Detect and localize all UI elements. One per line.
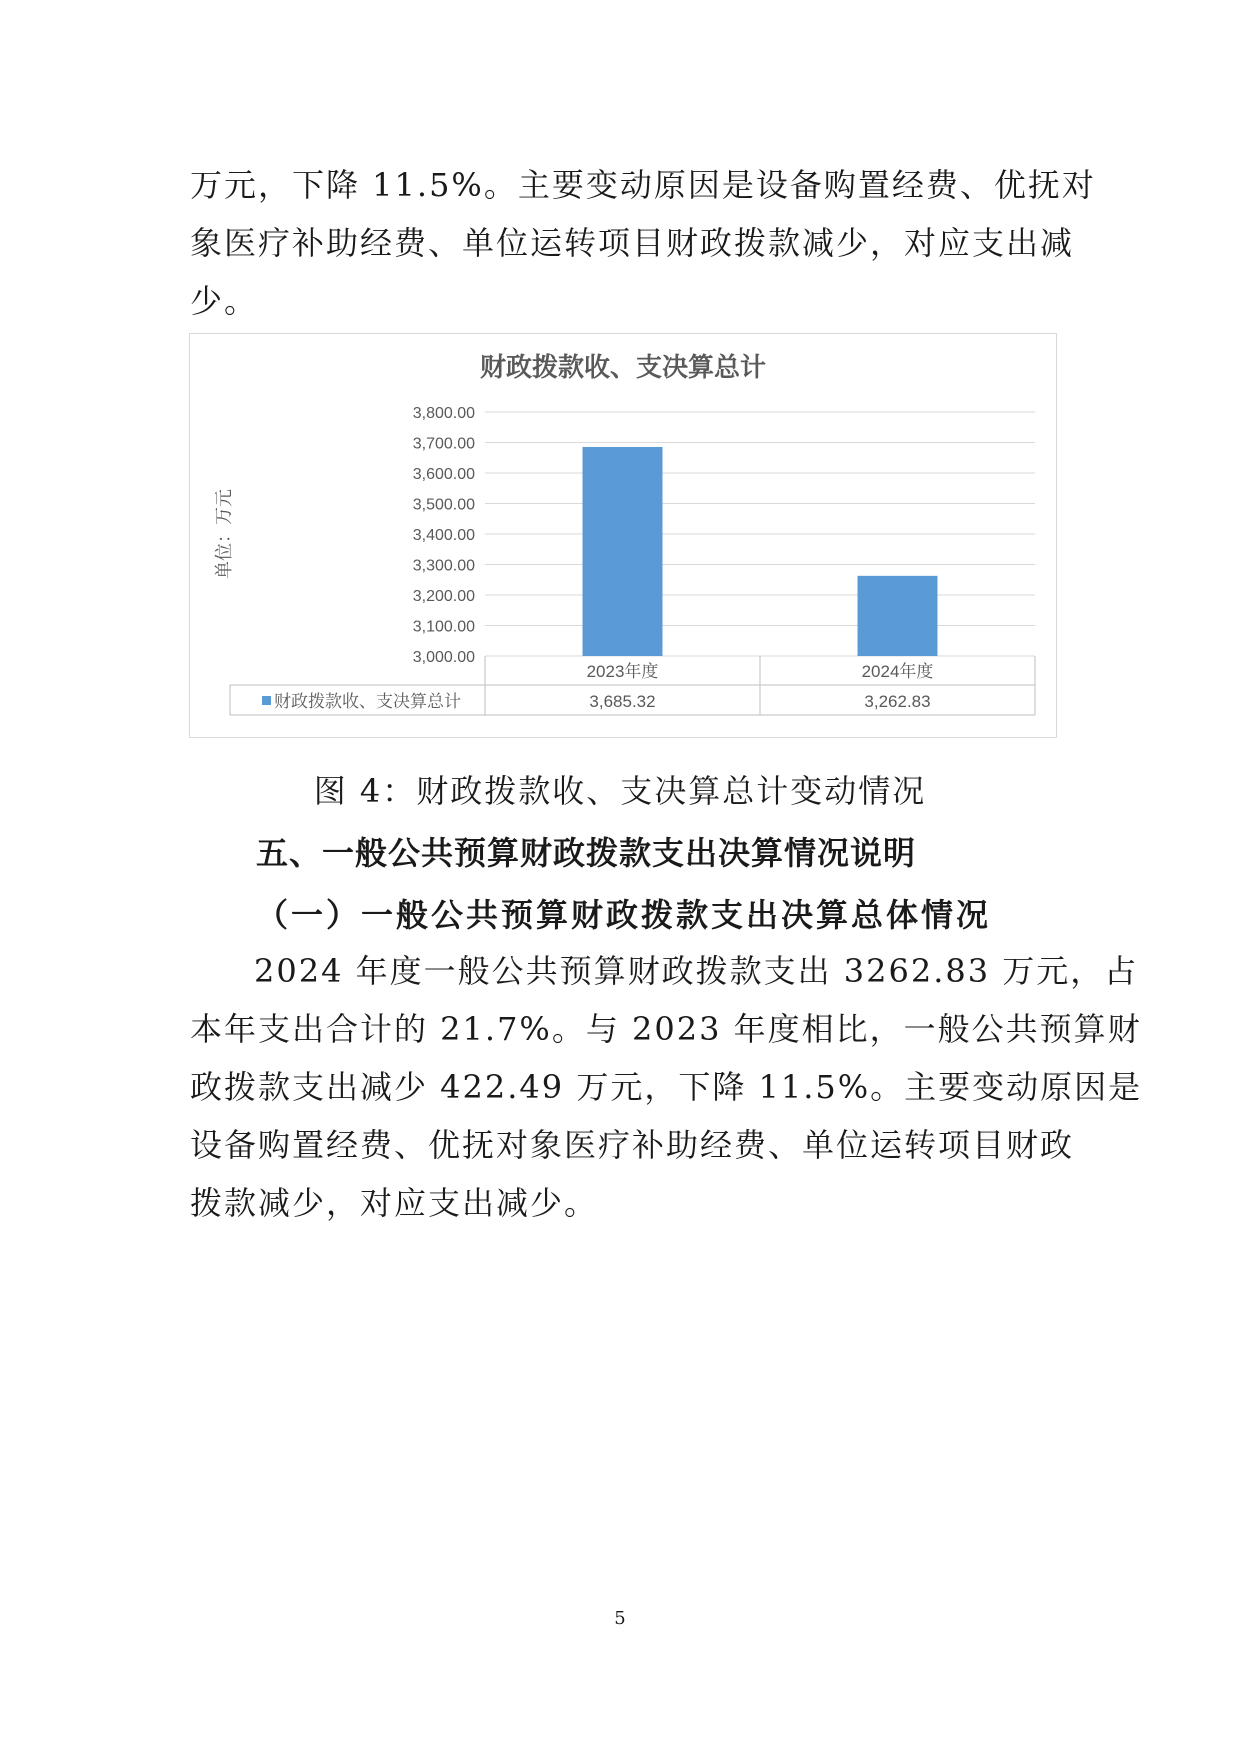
page-number: 5 — [614, 1608, 626, 1629]
figure-caption: 图 4：财政拨款收、支决算总计变动情况 — [313, 772, 927, 810]
x-tick-label: 2024年度 — [861, 662, 934, 681]
y-tick-label: 3,100.00 — [412, 618, 475, 636]
intro-paragraph — [190, 156, 1096, 330]
y-tick-label: 3,400.00 — [412, 527, 475, 544]
y-tick-label: 3,800.00 — [412, 405, 475, 422]
bar — [858, 576, 938, 656]
text-line: 本年支出合计的 21.7%。与 2023 年度相比，一般公共预算财 — [190, 1010, 1142, 1048]
y-tick-label: 3,600.00 — [412, 466, 475, 483]
y-tick-label: 3,200.00 — [412, 588, 475, 605]
text-line: 少。 — [190, 282, 259, 320]
text-line: 政拨款支出减少 422.49 万元，下降 11.5%。主要变动原因是 — [190, 1068, 1143, 1106]
x-tick-label: 2023年度 — [586, 662, 659, 681]
y-tick-label: 3,500.00 — [412, 496, 475, 514]
y-axis-label: 单位：万元 — [214, 489, 234, 579]
text-line: 2024 年度一般公共预算财政拨款支出 3262.83 万元，占 — [254, 952, 1139, 990]
sub-heading: （一）一般公共预算财政拨款支出决算总体情况 — [256, 896, 992, 934]
body-paragraph — [190, 942, 1143, 1232]
data-label: 3,685.32 — [589, 692, 656, 711]
y-tick-label: 3,300.00 — [412, 557, 475, 575]
text-line: 设备购置经费、优抚对象医疗补助经费、单位运转项目财政 — [190, 1126, 1075, 1164]
chart-canvas — [190, 334, 1056, 737]
text-line: 拨款减少，对应支出减少。 — [190, 1184, 599, 1222]
y-tick-label: 3,700.00 — [412, 435, 475, 453]
legend-entry: 财政拨款收、支决算总计 — [274, 692, 461, 711]
bar — [583, 447, 663, 656]
section-heading: 五、一般公共预算财政拨款支出决算情况说明 — [256, 834, 917, 872]
text-line: 万元，下降 11.5%。主要变动原因是设备购置经费、优抚对 — [190, 166, 1096, 204]
bar-chart — [189, 333, 1057, 738]
legend-swatch — [262, 696, 271, 705]
chart-title: 财政拨款收、支决算总计 — [479, 352, 767, 382]
data-label: 3,262.83 — [864, 692, 931, 711]
text-line: 象医疗补助经费、单位运转项目财政拨款减少，对应支出减 — [190, 224, 1075, 262]
y-tick-label: 3,000.00 — [412, 649, 475, 666]
